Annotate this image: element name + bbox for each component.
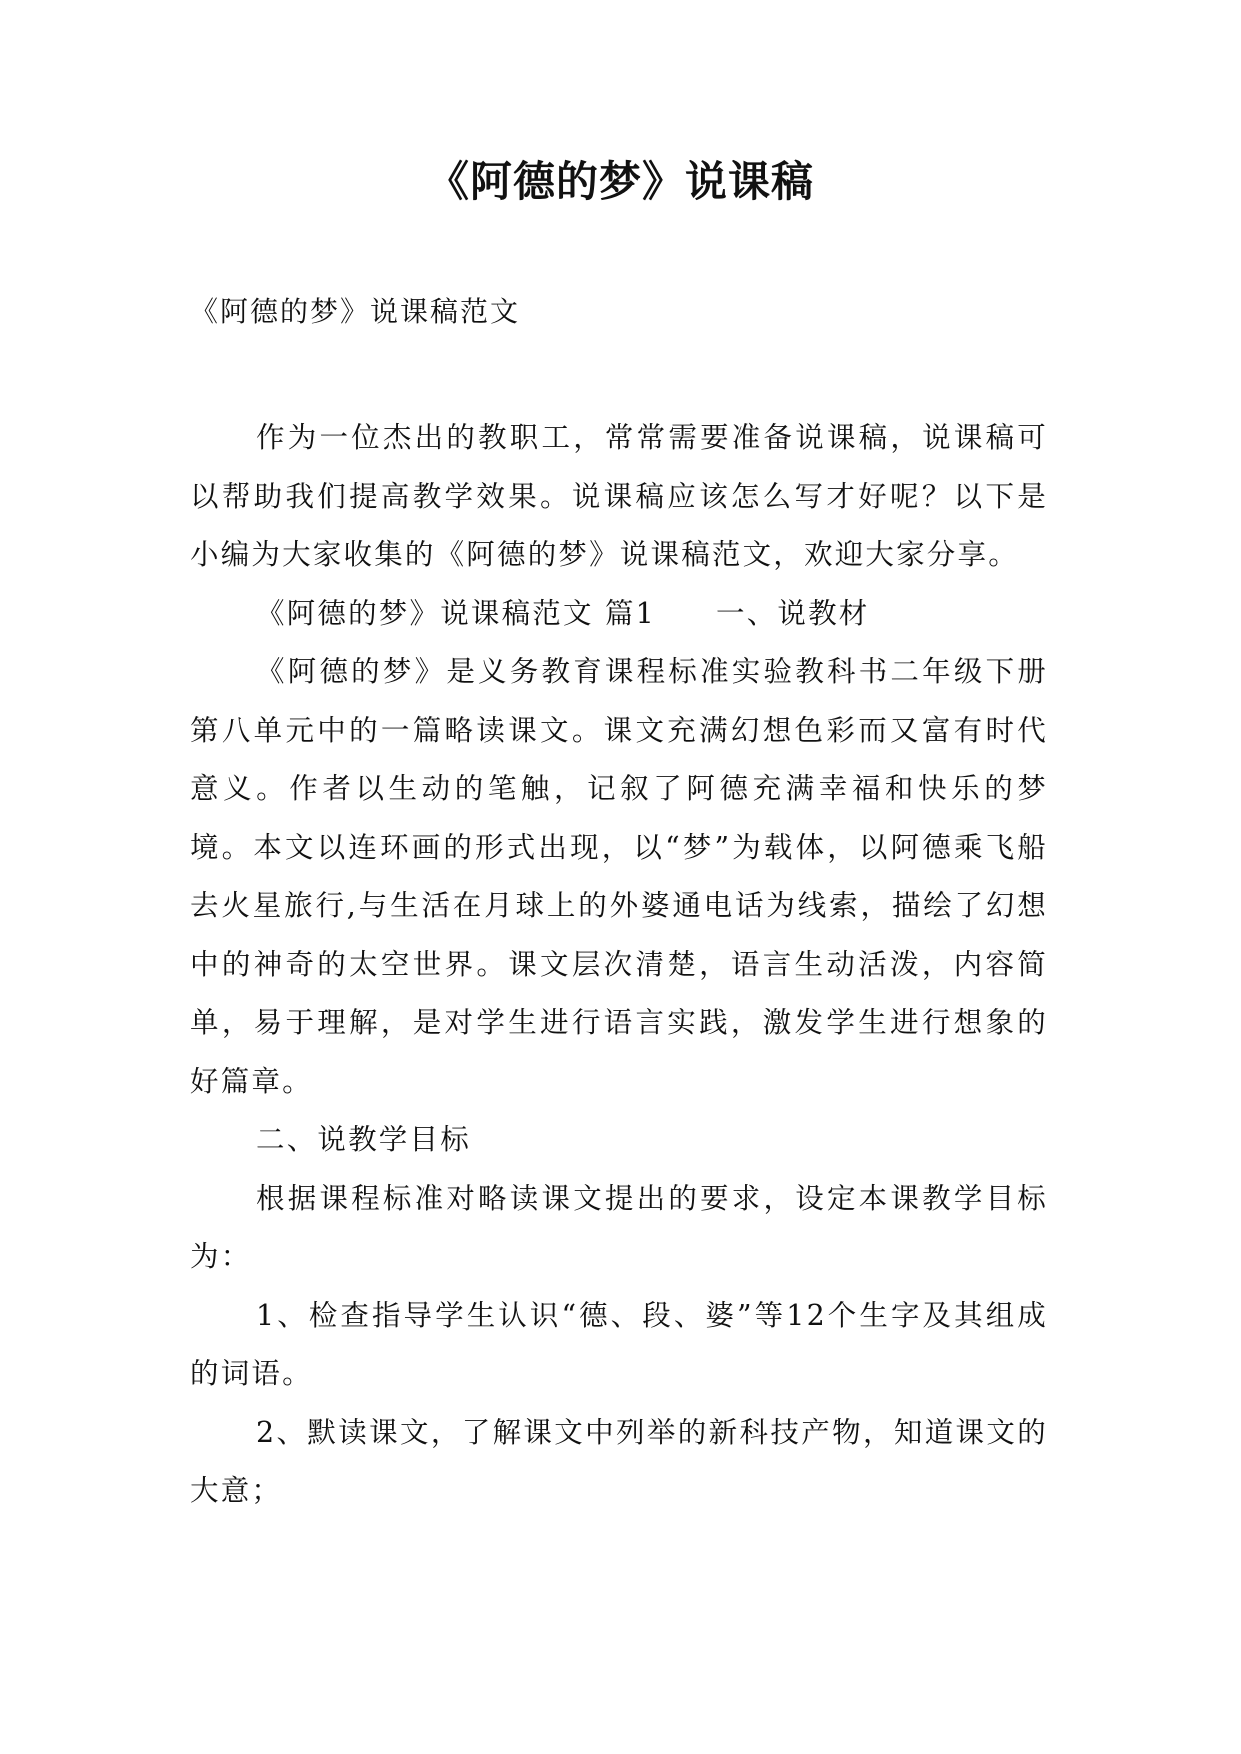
- document-subtitle: 《阿德的梦》说课稿范文: [190, 295, 521, 328]
- section-heading: 《阿德的梦》说课稿范文 篇1: [256, 596, 656, 630]
- section-heading-line: [190, 585, 1048, 644]
- goal-item-2: 2、默读课文，了解课文中列举的新科技产物，知道课文的大意；: [190, 1415, 1048, 1507]
- goals-heading: 二、说教学目标: [256, 1123, 471, 1156]
- goal-item-1: 1、检查指导学生认识“德、段、婆”等12个生字及其组成的词语。: [190, 1298, 1048, 1390]
- document-body: [190, 409, 1048, 1521]
- document-title: 《阿德的梦》说课稿: [426, 157, 814, 206]
- goals-intro-paragraph: 根据课程标准对略读课文提出的要求，设定本课教学目标为：: [190, 1181, 1048, 1273]
- intro-paragraph: 作为一位杰出的教职工，常常需要准备说课稿，说课稿可以帮助我们提高教学效果。说课稿应该怎么写才好呢？以下是小编为大家收集的《阿德的梦》说课稿范文，欢迎大家分享。: [190, 421, 1048, 571]
- section-subheading: 一、说教材: [716, 596, 870, 630]
- textbook-paragraph: 《阿德的梦》是义务教育课程标准实验教科书二年级下册第八单元中的一篇略读课文。课文充满幻想色彩而又富有时代意义。作者以生动的笔触，记叙了阿德充满幸福和快乐的梦境。本文以连环画的形式出现，以“梦”为载体，以阿德乘飞船去火星旅行,与生活在月球上的外婆通电话为线索，描绘了幻想中的神奇的太空世界。课文层次清楚，语言生动活泼，内容简单，易于理解，是对学生进行语言实践，激发学生进行想象的好篇章。: [190, 655, 1048, 1098]
